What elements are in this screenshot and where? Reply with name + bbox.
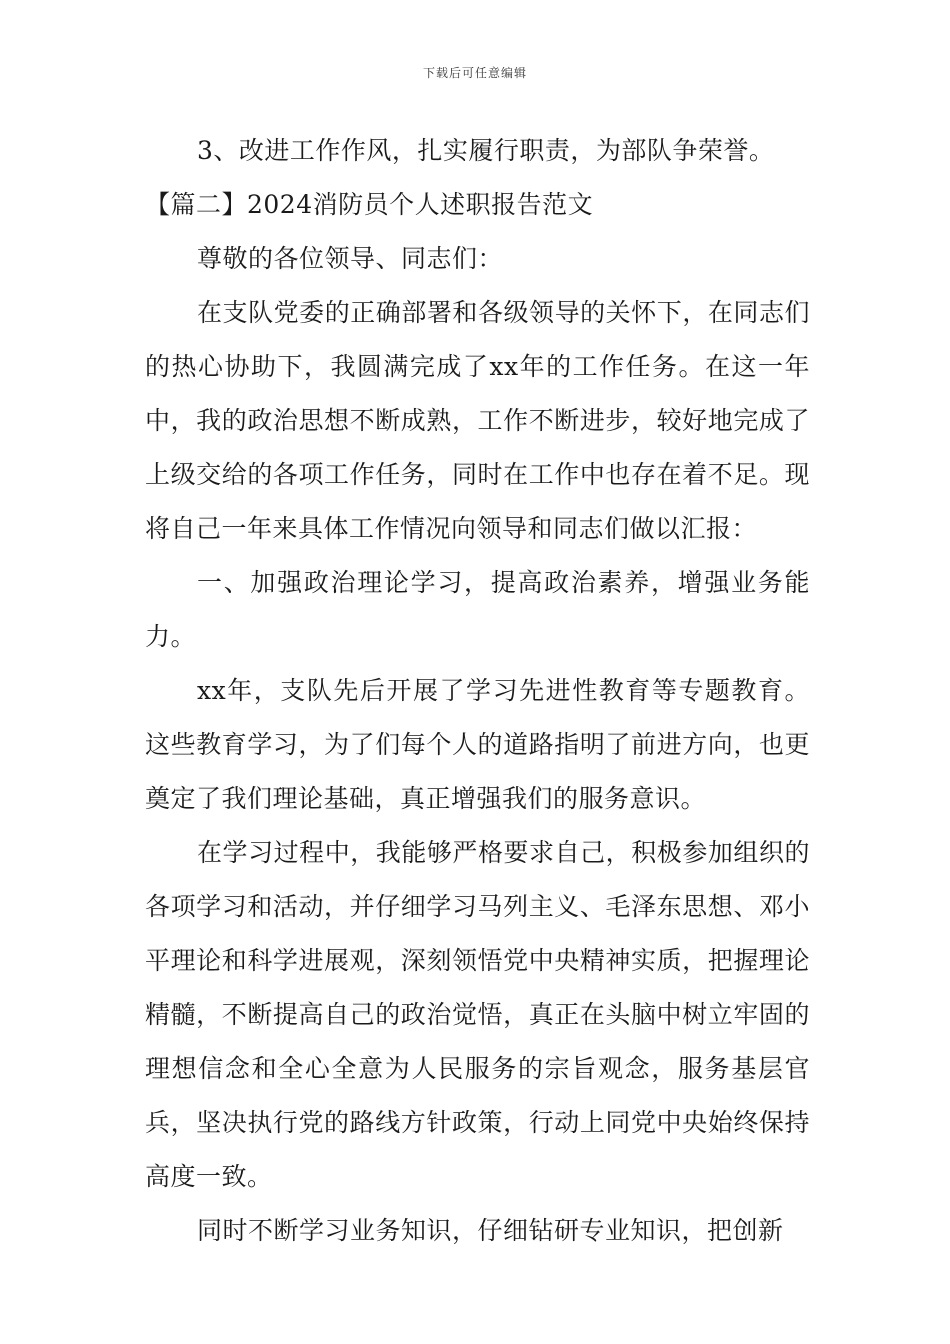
salutation: 尊敬的各位领导、同志们： [197,244,504,273]
intro-paragraph: 在支队党委的正确部署和各级领导的关怀下，在同志们的热心协助下，我圆满完成了xx年的工作任务。在这一年中，我的政治思想不断成熟，工作不断进步，较好地完成了上级交给的各项工作任务，同时在工作中也存在着不足。现将自己一年来具体工作情况向领导和同志们做以汇报： [145,298,810,543]
section-heading: 【篇二】2024消防员个人述职报告范文 [145,190,594,219]
paragraph-education: xx年，支队先后开展了学习先进性教育等专题教育。这些教育学习，为了们每个人的道路指明了前进方向，也更奠定了我们理论基础，真正增强我们的服务意识。 [145,676,810,813]
paragraph-business-knowledge: 同时不断学习业务知识，仔细钻研专业知识，把创新 [197,1216,784,1245]
page-header-note: 下载后可任意编辑 [422,66,527,80]
subheading-one: 一、加强政治理论学习，提高政治素养，增强业务能力。 [145,568,810,651]
paragraph-item-3: 3、改进工作作风，扎实履行职责，为部队争荣誉。 [197,136,775,165]
paragraph-study-process: 在学习过程中，我能够严格要求自己，积极参加组织的各项学习和活动，并仔细学习马列主义、毛泽东思想、邓小平理论和科学进展观，深刻领悟党中央精神实质，把握理论精髓，不断提高自己的政治觉悟，真正在头脑中树立牢固的理想信念和全心全意为人民服务的宗旨观念，服务基层官兵，坚决执行党的路线方针政策，行动上同党中央始终保持高度一致。 [145,838,810,1191]
document-body [145,124,810,1258]
